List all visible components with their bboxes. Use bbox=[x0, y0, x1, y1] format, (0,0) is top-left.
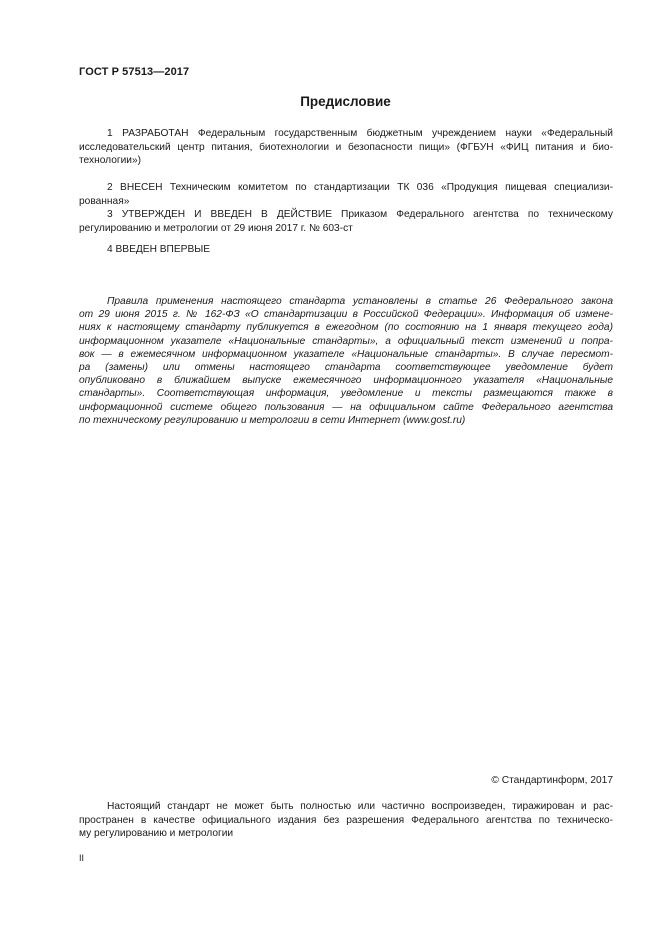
text-line: Настоящий стандарт не может быть полностью или частично воспроизведен, тиражирован и рас- bbox=[107, 801, 613, 812]
text-line: информационном указателе «Национальные стандарты», а официальный текст изменений и попра- bbox=[79, 335, 613, 347]
text-line: технологии») bbox=[79, 155, 142, 166]
text-line: Правила применения настоящего стандарта установлены в статье 26 Федерального закона bbox=[107, 296, 613, 307]
document-code: ГОСТ Р 57513—2017 bbox=[79, 66, 190, 78]
text-line: вок — в ежемесячном информационном указателе «Национальные стандарты». В случае пересмот- bbox=[79, 348, 613, 360]
text-line: стандарты». Соответствующая информация, уведомление и тексты размещаются также в bbox=[79, 388, 613, 400]
text-line: от 29 июня 2015 г. № 162-ФЗ «О стандартизации в Российской Федерации». Информация об измене- bbox=[79, 309, 613, 321]
foreword-item-4 bbox=[79, 243, 613, 257]
foreword-item-2 bbox=[79, 181, 613, 208]
text-line: регулированию и метрологии от 29 июня 2017 г. № 603-ст bbox=[79, 222, 353, 234]
text-line: исследовательский центр питания, биотехнологии и безопасности пищи» (ФГБУН «ФИЦ питания и био- bbox=[79, 141, 613, 153]
text-line: 3 УТВЕРЖДЕН И ВВЕДЕН В ДЕЙСТВИЕ Приказом Федерального агентства по техническому bbox=[107, 209, 613, 220]
text-line: ра (замены) или отмены настоящего стандарта соответствующее уведомление будет bbox=[79, 362, 613, 374]
reproduction-notice bbox=[79, 800, 613, 841]
text-line: опубликовано в ближайшем выпуске ежемесячного информационного указателя «Национальные bbox=[79, 375, 613, 387]
text-line: пространен в качестве официального издания без разрешения Федерального агентства по техническо- bbox=[79, 814, 613, 826]
text-line: му регулированию и метрологии bbox=[79, 828, 234, 839]
text-line: ниях к настоящему стандарту публикуется в ежегодном (по состоянию на 1 января текущего года) bbox=[79, 322, 613, 334]
text-line: рованная» bbox=[79, 195, 130, 207]
text-line: по техническому регулированию и метрологии в сети Интернет (www.gost.ru) bbox=[79, 414, 466, 426]
foreword-item-3 bbox=[79, 208, 613, 235]
foreword-item-1 bbox=[79, 127, 613, 168]
text-line: 2 ВНЕСЕН Техническим комитетом по стандартизации ТК 036 «Продукция пищевая специализи- bbox=[107, 182, 613, 193]
text-line: 1 РАЗРАБОТАН Федеральным государственным бюджетным учреждением науки «Федеральный bbox=[107, 128, 613, 139]
page-title: Предисловие bbox=[300, 94, 391, 109]
page-number: II bbox=[79, 853, 85, 863]
application-rules-notice bbox=[79, 295, 613, 427]
text-line: информационной системе общего пользования — на официальном сайте Федерального агентства bbox=[79, 401, 613, 413]
text-line: 4 ВВЕДЕН ВПЕРВЫЕ bbox=[107, 244, 211, 255]
copyright: © Стандартинформ, 2017 bbox=[491, 775, 613, 786]
